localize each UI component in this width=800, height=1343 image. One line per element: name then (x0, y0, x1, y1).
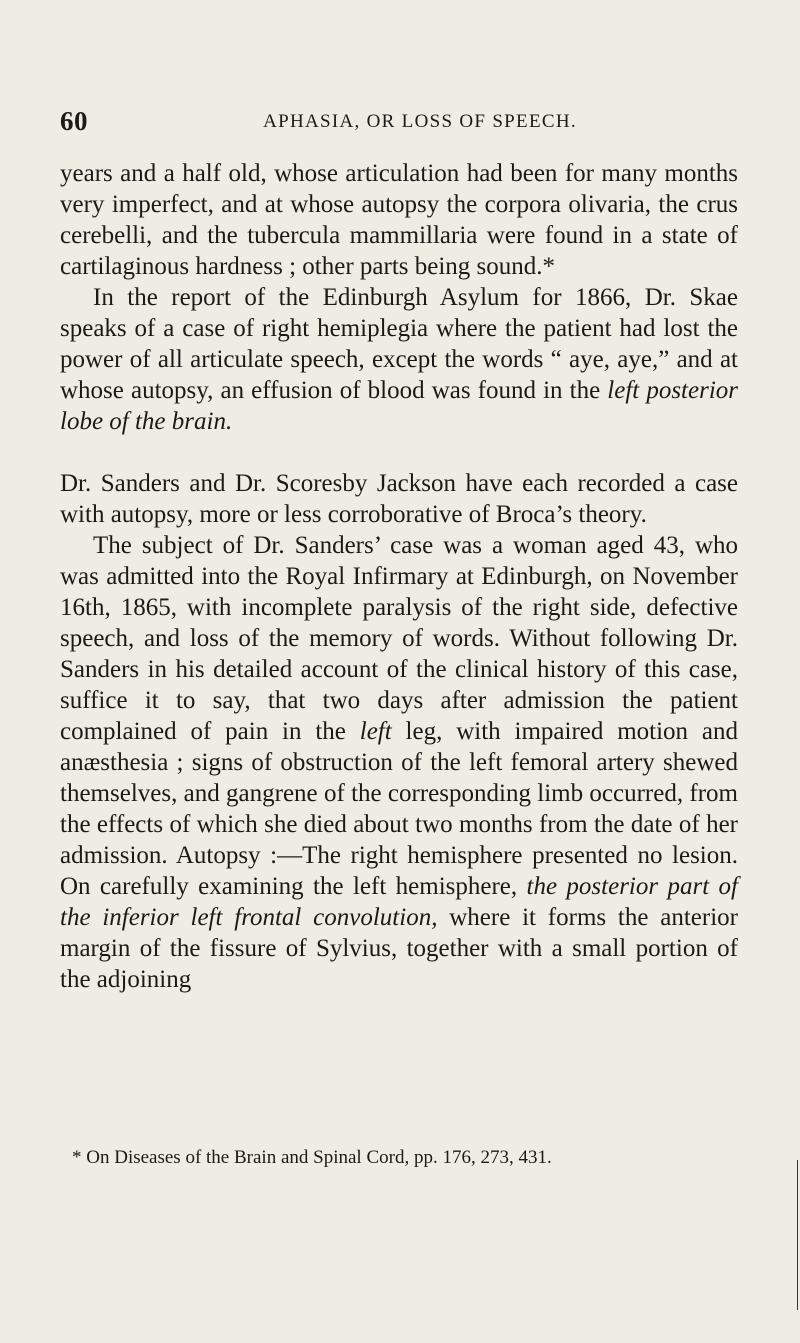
paragraph-4 (60, 530, 738, 995)
body-text (60, 158, 738, 995)
page-header (60, 106, 740, 140)
paragraph-2-italic: left posterior lobe of the brain. (60, 377, 739, 435)
paragraph-4-italic-left: left (359, 718, 392, 745)
page-edge-mark (797, 1160, 798, 1310)
paragraph-4-text-a: The subject of Dr. Sanders’ case was a woman aged 43, who was admitted into the Royal Infirmary at Edinburgh, on November 16th, 1865, with incomplete paralysis of the right side, defective speech, and loss of the memory of words. Without following Dr. Sanders in his detailed account of the clinical history of this case, suffice it to say, that two days after admission the patient complained of pain in the (60, 532, 738, 745)
footnote: * On Diseases of the Brain and Spinal Cord, pp. 176, 273, 431. (72, 1147, 552, 1168)
paragraph-3: Dr. Sanders and Dr. Scoresby Jackson have each recorded a case with autopsy, more or less corroborative of Broca’s theory. (60, 470, 738, 528)
paragraph-2-text: In the report of the Edinburgh Asylum for 1866, Dr. Skae speaks of a case of right hemiplegia where the patient had lost the power of all articulate speech, except the words “ aye, aye,” and at whose autopsy, an effusion of blood was found in the (60, 284, 738, 404)
paragraph-2 (60, 282, 738, 437)
paragraph-4-italic-convolution: the posterior part of the inferior left frontal convolution, (60, 873, 738, 931)
page-number: 60 (60, 106, 88, 136)
paragraph-4-text-c: where it forms the anterior margin of the fissure of Sylvius, together with a small portion of the adjoining (60, 904, 738, 993)
running-head: APHASIA, OR LOSS OF SPEECH. (263, 111, 577, 132)
paragraph-1: years and a half old, whose articulation had been for many months very imperfect, and at whose autopsy the corpora olivaria, the crus cerebelli, and the tubercula mammillaria were found in a state of cartilaginous hardness ; other parts being sound.* (60, 160, 738, 280)
paragraph-4-text-b: leg, with impaired motion and anæsthesia ; signs of obstruction of the left femoral artery shewed themselves, and gangrene of the corresponding limb occurred, from the effects of which she died about two months from the date of her admission. Autopsy :—The right hemisphere presented no lesion. On carefully examining the left hemisphere, (60, 718, 739, 900)
